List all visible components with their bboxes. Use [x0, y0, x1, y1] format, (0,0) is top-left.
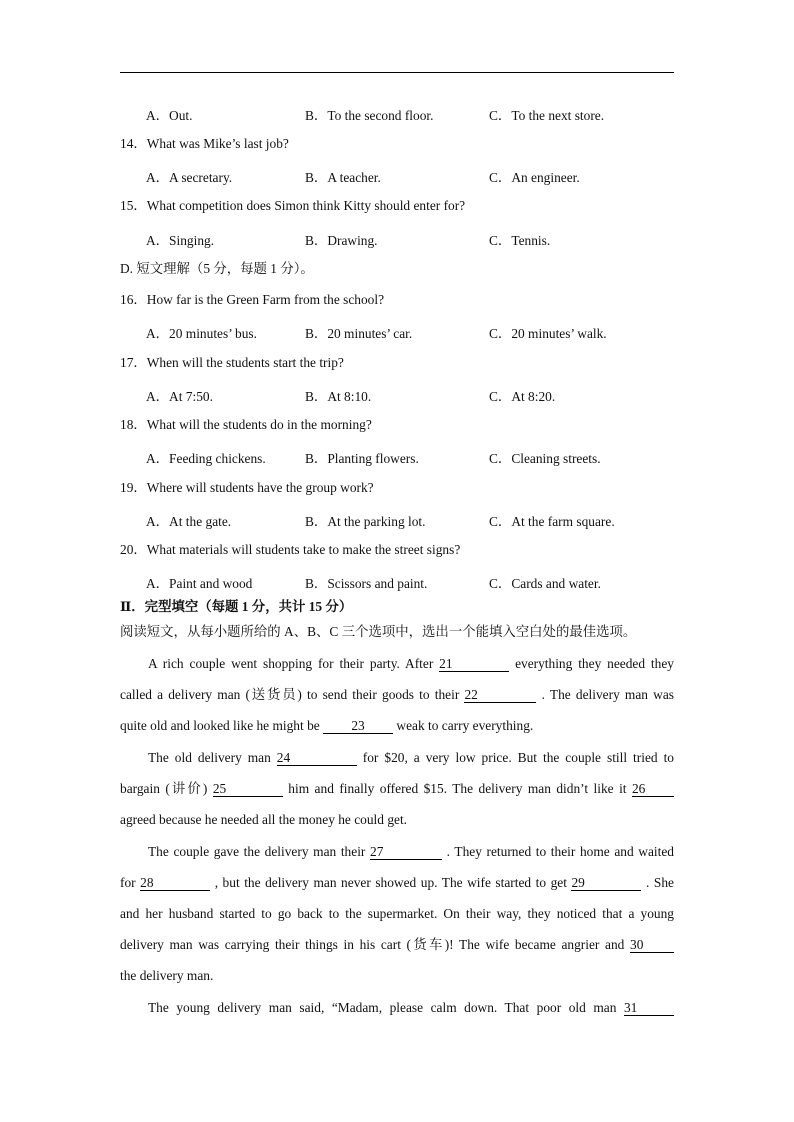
passage-text: for $20, a very low price. But the couple still tried to — [362, 750, 674, 765]
q15-option-c: C．Tennis. — [489, 233, 551, 248]
q19-question: 19．Where will students have the group work? — [120, 480, 374, 495]
passage-text: weak to carry everything. — [396, 718, 534, 733]
q13-option-c: C．To the next store. — [489, 108, 605, 123]
passage-text: . She — [646, 875, 674, 890]
passage-text: for — [120, 875, 136, 890]
q17-question: 17．When will the students start the trip? — [120, 355, 344, 370]
q20-option-c: C．Cards and water. — [489, 576, 601, 591]
q17-option-b: B．At 8:10. — [305, 389, 372, 404]
q20-option-a: A．Paint and wood — [146, 576, 253, 591]
passage-line — [120, 718, 674, 734]
passage-text: . They returned to their home and waited — [446, 844, 674, 859]
q17-option-a: A．At 7:50. — [146, 389, 213, 404]
q14-option-a: A．A secretary. — [146, 170, 233, 185]
blank-29: 29 — [571, 876, 641, 891]
q13-option-a: A．Out. — [146, 108, 193, 123]
section-2-heading: Ⅱ．完型填空（每题 1 分，共计 15 分） — [120, 599, 353, 614]
passage-text: bargain (讲价) — [120, 781, 208, 796]
q13-option-b: B．To the second floor. — [305, 108, 434, 123]
blank-31: 31 — [624, 1001, 674, 1016]
blank-23: 23 — [323, 719, 393, 734]
blank-22: 22 — [464, 688, 536, 703]
passage-line — [148, 844, 674, 860]
passage-line — [148, 656, 674, 672]
section-d-heading: D. 短文理解（5 分，每题 1 分）。 — [120, 261, 314, 276]
q16-option-a: A．20 minutes’ bus. — [146, 326, 257, 341]
passage-text: The couple gave the delivery man their — [148, 844, 366, 859]
q16-question: 16．How far is the Green Farm from the school? — [120, 292, 385, 307]
q15-option-b: B．Drawing. — [305, 233, 378, 248]
passage-text: called a delivery man (送货员) to send their goods to their — [120, 687, 460, 702]
blank-28: 28 — [140, 876, 210, 891]
passage-text: delivery man was carrying their things in his cart (货车)! The wife became angrier and — [120, 937, 625, 952]
q15-option-a: A．Singing. — [146, 233, 215, 248]
q16-option-b: B．20 minutes’ car. — [305, 326, 413, 341]
q16-option-c: C．20 minutes’ walk. — [489, 326, 607, 341]
blank-21: 21 — [439, 657, 509, 672]
q19-option-b: B．At the parking lot. — [305, 514, 426, 529]
q20-question: 20．What materials will students take to make the street signs? — [120, 542, 461, 557]
q18-option-b: B．Planting flowers. — [305, 451, 419, 466]
q19-option-a: A．At the gate. — [146, 514, 232, 529]
section-2-instruction: 阅读短文，从每小题所给的 A、B、C 三个选项中，选出一个能填入空白处的最佳选项。 — [120, 624, 637, 639]
passage-text: The old delivery man — [148, 750, 271, 765]
passage-line: the delivery man. — [120, 968, 214, 983]
q18-question: 18．What will the students do in the morning? — [120, 417, 372, 432]
passage-text: , but the delivery man never showed up. The wife started to get — [214, 875, 567, 890]
q18-option-c: C．Cleaning streets. — [489, 451, 601, 466]
blank-26: 26 — [632, 782, 674, 797]
passage-text: The young delivery man said, “Madam, please calm down. That poor old man — [148, 1000, 617, 1015]
passage-text: him and finally offered $15. The delivery man didn’t like it — [288, 781, 627, 796]
header-rule — [120, 72, 674, 73]
q14-question: 14．What was Mike’s last job? — [120, 136, 289, 151]
passage-line — [120, 781, 674, 797]
q20-option-b: B．Scissors and paint. — [305, 576, 428, 591]
q14-option-c: C．An engineer. — [489, 170, 580, 185]
passage-text: quite old and looked like he might be — [120, 718, 320, 733]
q15-question: 15．What competition does Simon think Kitty should enter for? — [120, 198, 466, 213]
passage-text: A rich couple went shopping for their party. After — [148, 656, 434, 671]
q14-option-b: B．A teacher. — [305, 170, 381, 185]
blank-30: 30 — [630, 938, 674, 953]
q18-option-a: A．Feeding chickens. — [146, 451, 266, 466]
passage-line — [148, 1000, 674, 1016]
blank-24: 24 — [277, 751, 357, 766]
blank-27: 27 — [370, 845, 442, 860]
q17-option-c: C．At 8:20. — [489, 389, 556, 404]
passage-line — [148, 750, 674, 766]
passage-line — [120, 687, 674, 703]
passage-text: everything they needed they — [515, 656, 674, 671]
passage-line: and her husband started to go back to the supermarket. On their way, they noticed that a young — [120, 906, 674, 921]
blank-25: 25 — [213, 782, 283, 797]
passage-text: . The delivery man was — [541, 687, 674, 702]
passage-line — [120, 875, 674, 891]
q19-option-c: C．At the farm square. — [489, 514, 615, 529]
passage-line: agreed because he needed all the money he could get. — [120, 812, 408, 827]
passage-line — [120, 937, 674, 953]
